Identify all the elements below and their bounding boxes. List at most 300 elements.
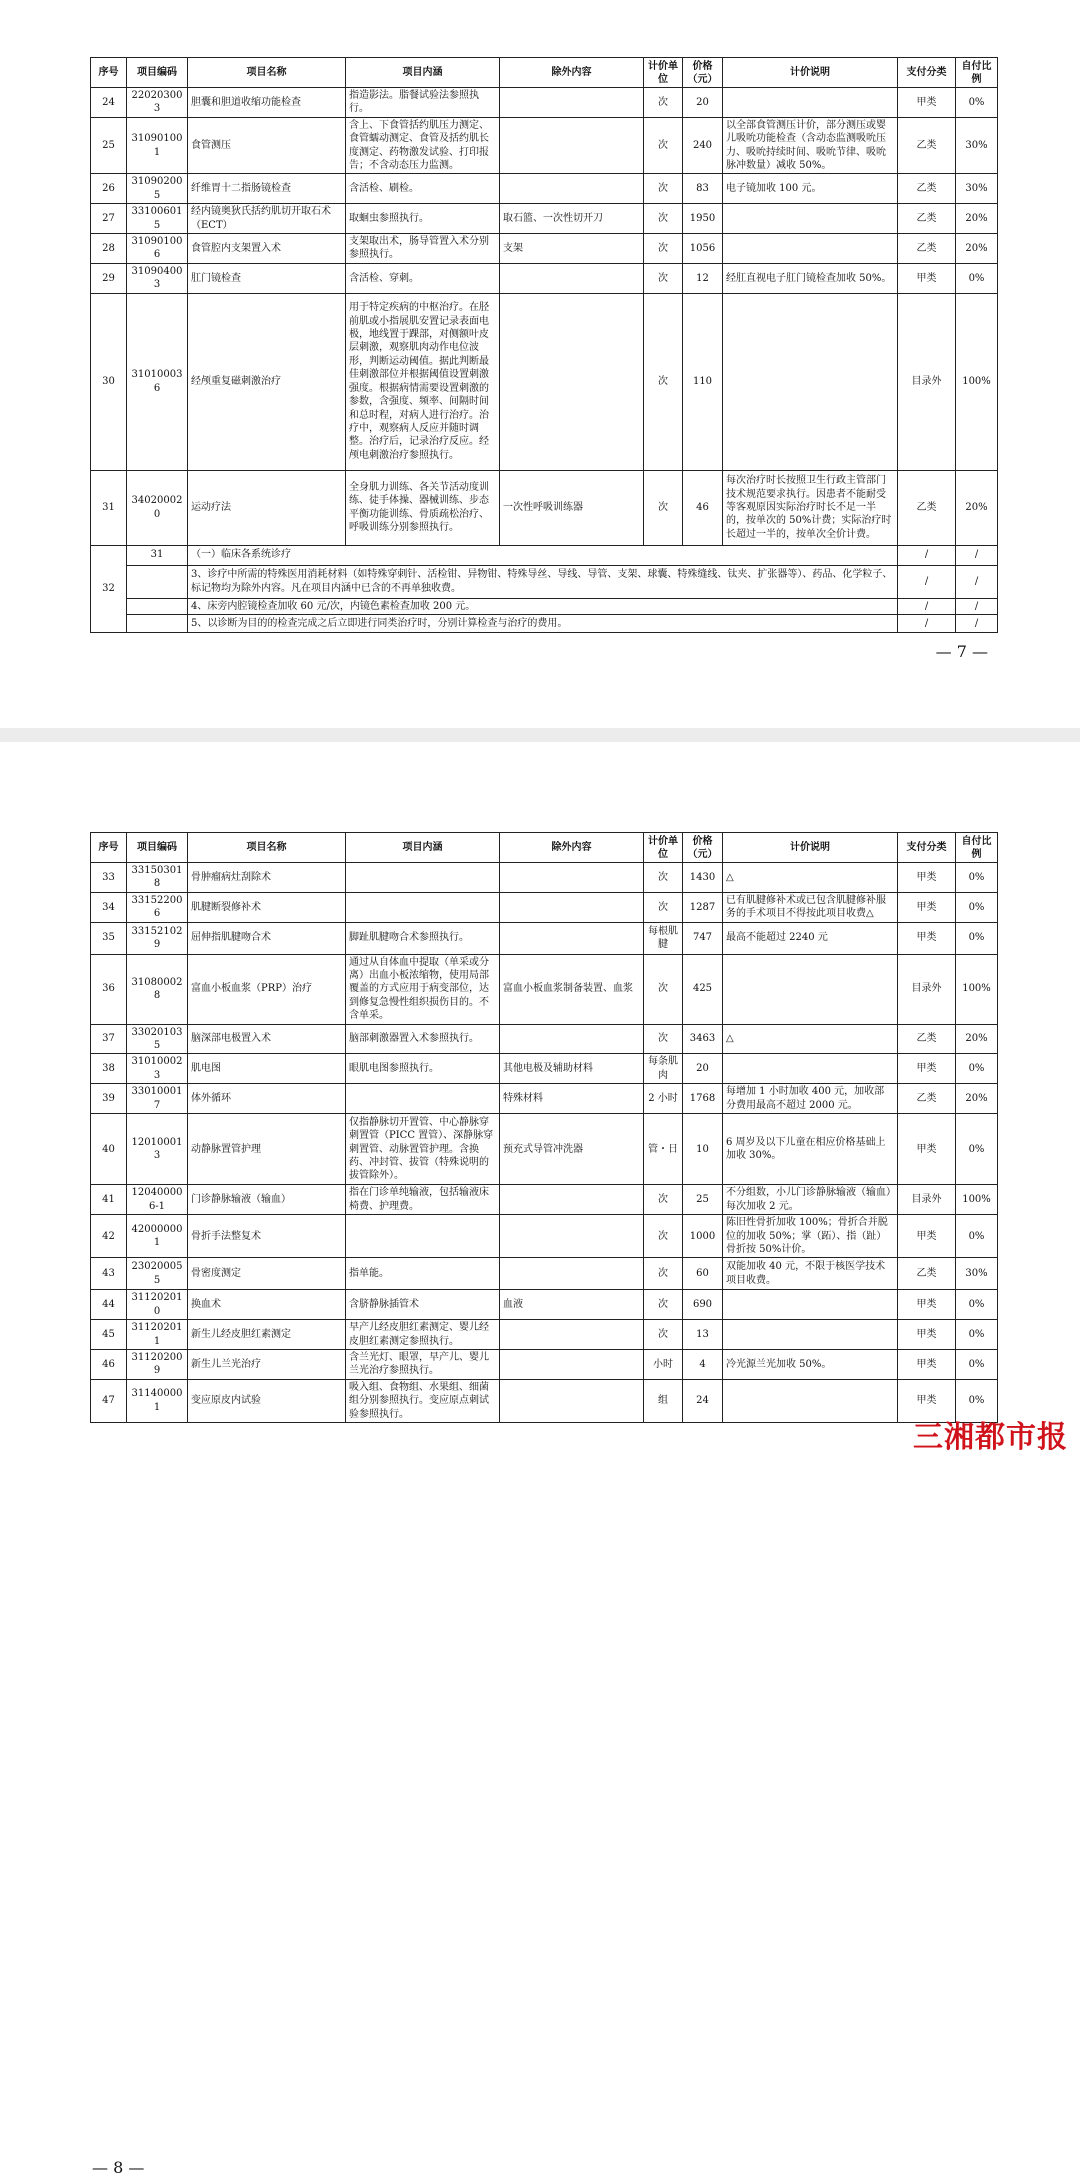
pricing-note (723, 88, 898, 118)
price: 20 (683, 88, 723, 118)
item-name: 食管测压 (188, 117, 346, 174)
group-item-row (91, 615, 998, 633)
item-content (346, 1084, 500, 1114)
excluded-content (500, 1349, 644, 1379)
pricing-note (723, 954, 898, 1024)
self-pay-ratio: 30% (956, 174, 998, 204)
excluded-content (500, 1258, 644, 1290)
item-content: 眼肌电图参照执行。 (346, 1054, 500, 1084)
price: 20 (683, 1054, 723, 1084)
table-row (91, 892, 998, 922)
group-item-text: 5、以诊断为目的的检查完成之后立即进行同类治疗时，分别计算检查与治疗的费用。 (188, 615, 898, 633)
pricing-unit: 次 (644, 234, 683, 264)
pricing-unit: 次 (644, 470, 683, 545)
page-number: — 7 — (935, 642, 988, 661)
pricing-unit: 2 小时 (644, 1084, 683, 1114)
excluded-content (500, 1185, 644, 1215)
price: 25 (683, 1185, 723, 1215)
excluded-content: 富血小板血浆制备装置、血浆 (500, 954, 644, 1024)
price: 1056 (683, 234, 723, 264)
item-content (346, 892, 500, 922)
price: 46 (683, 470, 723, 545)
self-pay-ratio: 20% (956, 204, 998, 234)
payment-category: 甲类 (898, 263, 956, 293)
item-content: 吸入组、食物组、水果组、细菌组分别参照执行。变应原点刺试验参照执行。 (346, 1379, 500, 1422)
payment-category: 乙类 (898, 1258, 956, 1290)
self-pay-ratio: 0% (956, 88, 998, 118)
payment-category: 乙类 (898, 234, 956, 264)
item-name: 富血小板血浆（PRP）治疗 (188, 954, 346, 1024)
row-number: 45 (91, 1320, 127, 1350)
row-number: 29 (91, 263, 127, 293)
header-cell: 除外内容 (500, 833, 644, 863)
self-pay-ratio: 0% (956, 1290, 998, 1320)
payment-category: 甲类 (898, 1290, 956, 1320)
pricing-note (723, 234, 898, 264)
self-pay-ratio: 100% (956, 954, 998, 1024)
excluded-content (500, 892, 644, 922)
item-content: 早产儿经皮胆红素测定、婴儿经皮胆红素测定参照执行。 (346, 1320, 500, 1350)
header-cell: 序号 (91, 833, 127, 863)
item-name: 脑深部电极置入术 (188, 1024, 346, 1054)
pricing-unit: 组 (644, 1379, 683, 1422)
excluded-content (500, 174, 644, 204)
header-cell: 支付分类 (898, 833, 956, 863)
item-code: 340200020 (127, 470, 188, 545)
payment-category: 甲类 (898, 1114, 956, 1185)
table-row (91, 1114, 998, 1185)
self-pay-ratio: 0% (956, 922, 998, 954)
table-row (91, 1084, 998, 1114)
header-cell: 项目名称 (188, 58, 346, 88)
item-content: 含兰光灯、眼罩，早产儿、婴儿兰光治疗参照执行。 (346, 1349, 500, 1379)
pricing-unit: 次 (644, 1290, 683, 1320)
price-table-page-8 (90, 832, 998, 1423)
pricing-note (723, 1320, 898, 1350)
pricing-note (723, 204, 898, 234)
row-number: 25 (91, 117, 127, 174)
item-content: 通过从自体血中提取（单采或分离）出血小板浓缩物，使用局部覆盖的方式应用于病变部位，达到修复急慢性组织损伤目的。不含单采。 (346, 954, 500, 1024)
newspaper-logo: 三湘都市报 (913, 1420, 1068, 1455)
table-row (91, 234, 998, 264)
header-cell: 除外内容 (500, 58, 644, 88)
item-code: 310901006 (127, 234, 188, 264)
table-row (91, 293, 998, 470)
pricing-unit: 次 (644, 1024, 683, 1054)
pricing-unit: 次 (644, 88, 683, 118)
header-cell: 序号 (91, 58, 127, 88)
pricing-unit: 次 (644, 117, 683, 174)
item-content: 仅指静脉切开置管、中心静脉穿刺置管（PICC 置管）、深静脉穿刺置管、动脉置管护理。含换药、冲封管、拔管（特殊说明的拔管除外）。 (346, 1114, 500, 1185)
slash-mark: / (956, 615, 998, 633)
item-name: 动静脉置管护理 (188, 1114, 346, 1185)
payment-category: 甲类 (898, 863, 956, 893)
pricing-note: 以全部食管测压计价，部分测压或婴儿吸吮功能检查（含动态监测吸吮压力、吸吮持续时间、吸吮节律、吸吮脉冲数量）减收 50%。 (723, 117, 898, 174)
item-name: 变应原皮内试验 (188, 1379, 346, 1422)
item-name: 纤维胃十二指肠镜检查 (188, 174, 346, 204)
pricing-note: △ (723, 1024, 898, 1054)
pricing-note: 陈旧性骨折加收 100%；骨折合并脱位的加收 50%；掌（跖）、指（趾）骨折按 50%计价。 (723, 1215, 898, 1258)
excluded-content: 预充式导管冲洗器 (500, 1114, 644, 1185)
excluded-content (500, 293, 644, 470)
pricing-note (723, 293, 898, 470)
sub-number: 31 (127, 545, 188, 565)
table-row (91, 954, 998, 1024)
row-number: 38 (91, 1054, 127, 1084)
table-row (91, 1258, 998, 1290)
group-title: （一）临床各系统诊疗 (188, 545, 898, 565)
table-row (91, 1215, 998, 1258)
price: 1430 (683, 863, 723, 893)
table-row (91, 174, 998, 204)
excluded-content: 一次性呼吸训练器 (500, 470, 644, 545)
pricing-unit: 每根肌腱 (644, 922, 683, 954)
slash-mark: / (956, 565, 998, 598)
item-content: 脑部刺激器置入术参照执行。 (346, 1024, 500, 1054)
pricing-note (723, 1290, 898, 1320)
pricing-unit: 管・日 (644, 1114, 683, 1185)
header-cell: 项目内涵 (346, 58, 500, 88)
price: 13 (683, 1320, 723, 1350)
table-row (91, 1320, 998, 1350)
item-name: 新生儿兰光治疗 (188, 1349, 346, 1379)
row-number: 30 (91, 293, 127, 470)
item-content: 支架取出术，肠导管置入术分别参照执行。 (346, 234, 500, 264)
row-number: 44 (91, 1290, 127, 1320)
price: 110 (683, 293, 723, 470)
pricing-note: 每次治疗时长按照卫生行政主管部门技术规范要求执行。因患者不能耐受等客观原因实际治疗时长不足一半的，按单次的 50%计费；实际治疗时长超过一半的，按单次全价计费。 (723, 470, 898, 545)
row-number: 43 (91, 1258, 127, 1290)
item-name: 肌腱断裂修补术 (188, 892, 346, 922)
item-name: 骨肿瘤病灶刮除术 (188, 863, 346, 893)
excluded-content (500, 263, 644, 293)
item-name: 肌电图 (188, 1054, 346, 1084)
excluded-content (500, 88, 644, 118)
item-code: 420000001 (127, 1215, 188, 1258)
excluded-content (500, 863, 644, 893)
row-number: 47 (91, 1379, 127, 1422)
item-code: 311202010 (127, 1290, 188, 1320)
self-pay-ratio: 100% (956, 293, 998, 470)
item-name: 经内镜奥狄氏括约肌切开取石术（ECT） (188, 204, 346, 234)
item-code: 310901001 (127, 117, 188, 174)
payment-category: 目录外 (898, 293, 956, 470)
slash-mark: / (956, 545, 998, 565)
self-pay-ratio: 0% (956, 892, 998, 922)
table-row (91, 117, 998, 174)
header-cell: 项目名称 (188, 833, 346, 863)
table-row (91, 204, 998, 234)
row-number: 36 (91, 954, 127, 1024)
header-cell: 计价单位 (644, 833, 683, 863)
header-cell: 计价说明 (723, 58, 898, 88)
price: 1768 (683, 1084, 723, 1114)
pricing-unit: 次 (644, 293, 683, 470)
excluded-content: 支架 (500, 234, 644, 264)
row-number: 34 (91, 892, 127, 922)
pricing-note (723, 1054, 898, 1084)
item-content: 指在门诊单纯输液，包括输液床椅费、护理费。 (346, 1185, 500, 1215)
page-number: — 8 — (92, 2158, 145, 2177)
pricing-note: 最高不能超过 2240 元 (723, 922, 898, 954)
pricing-unit: 次 (644, 174, 683, 204)
payment-category: 甲类 (898, 892, 956, 922)
self-pay-ratio: 0% (956, 1379, 998, 1422)
row-number: 33 (91, 863, 127, 893)
item-code: 220203003 (127, 88, 188, 118)
pricing-unit: 每条肌肉 (644, 1054, 683, 1084)
payment-category: 乙类 (898, 204, 956, 234)
item-content: 指单能。 (346, 1258, 500, 1290)
item-name: 新生儿经皮胆红素测定 (188, 1320, 346, 1350)
slash-mark: / (898, 598, 956, 614)
price: 83 (683, 174, 723, 204)
self-pay-ratio: 20% (956, 1024, 998, 1054)
excluded-content (500, 1379, 644, 1422)
item-content: 用于特定疾病的中枢治疗。在胫前肌或小指展肌安置记录表面电极，地线置于踝部，对侧额叶皮层刺激，观察肌肉动作电位波形，判断运动阈值。据此判断最佳刺激部位并根据阈值设置刺激强度。根据病情需要设置刺激的参数，含强度、频率、间隔时间和总时程，对病人进行治疗。治疗中，观察病人反应并随时调整。治疗后，记录治疗反应。经颅电刺激治疗参照执行。 (346, 293, 500, 470)
header-cell: 计价说明 (723, 833, 898, 863)
item-code: 310904003 (127, 263, 188, 293)
item-code: 120400006-1 (127, 1185, 188, 1215)
item-code: 331521029 (127, 922, 188, 954)
item-content (346, 1215, 500, 1258)
self-pay-ratio: 20% (956, 470, 998, 545)
price: 60 (683, 1258, 723, 1290)
item-content: 脚趾肌腱吻合术参照执行。 (346, 922, 500, 954)
payment-category: 乙类 (898, 470, 956, 545)
header-cell: 自付比例 (956, 58, 998, 88)
row-number: 31 (91, 470, 127, 545)
empty-cell (127, 565, 188, 598)
payment-category: 乙类 (898, 174, 956, 204)
table-row (91, 263, 998, 293)
pricing-note: 电子镜加收 100 元。 (723, 174, 898, 204)
row-number: 27 (91, 204, 127, 234)
excluded-content (500, 1215, 644, 1258)
item-content: 全身肌力训练、各关节活动度训练、徒手体操、器械训练、步态平衡功能训练、骨质疏松治疗、呼吸训练分别参照执行。 (346, 470, 500, 545)
self-pay-ratio: 0% (956, 263, 998, 293)
pricing-unit: 小时 (644, 1349, 683, 1379)
excluded-content (500, 1024, 644, 1054)
pricing-note: 不分组数，小儿门诊静脉输液（输血）每次加收 2 元。 (723, 1185, 898, 1215)
payment-category: 乙类 (898, 1024, 956, 1054)
self-pay-ratio: 30% (956, 117, 998, 174)
self-pay-ratio: 20% (956, 234, 998, 264)
pricing-unit: 次 (644, 954, 683, 1024)
table-row (91, 922, 998, 954)
item-name: 骨密度测定 (188, 1258, 346, 1290)
row-number: 46 (91, 1349, 127, 1379)
slash-mark: / (898, 545, 956, 565)
self-pay-ratio: 30% (956, 1258, 998, 1290)
pricing-unit: 次 (644, 263, 683, 293)
self-pay-ratio: 0% (956, 1349, 998, 1379)
table-row (91, 1024, 998, 1054)
item-name: 经颅重复磁刺激治疗 (188, 293, 346, 470)
pricing-note: △ (723, 863, 898, 893)
excluded-content: 取石篮、一次性切开刀 (500, 204, 644, 234)
price: 1287 (683, 892, 723, 922)
group-item-text: 3、诊疗中所需的特殊医用消耗材料（如特殊穿刺针、活检钳、异物钳、特殊导丝、导线、导管、支架、球囊、特殊缝线、钛夹、扩张器等）、药品、化学粒子、标记物均为除外内容。凡在项目内涵中已含的不再单独收费。 (188, 565, 898, 598)
price: 3463 (683, 1024, 723, 1054)
slash-mark: / (898, 615, 956, 633)
item-code: 310800028 (127, 954, 188, 1024)
document-page-7 (0, 0, 1080, 728)
header-cell: 项目编码 (127, 58, 188, 88)
table-row (91, 863, 998, 893)
item-code: 331006015 (127, 204, 188, 234)
table-header-row (91, 833, 998, 863)
group-item-text: 4、床旁内腔镜检查加收 60 元/次，内镜色素检查加收 200 元。 (188, 598, 898, 614)
header-cell: 项目编码 (127, 833, 188, 863)
item-name: 胆囊和胆道收缩功能检查 (188, 88, 346, 118)
self-pay-ratio: 20% (956, 1084, 998, 1114)
self-pay-ratio: 100% (956, 1185, 998, 1215)
item-code: 311400001 (127, 1379, 188, 1422)
price: 1950 (683, 204, 723, 234)
item-name: 门诊静脉输液（输血） (188, 1185, 346, 1215)
row-number: 26 (91, 174, 127, 204)
item-name: 运动疗法 (188, 470, 346, 545)
item-code: 311202009 (127, 1349, 188, 1379)
header-cell: 价格（元） (683, 58, 723, 88)
table-row (91, 470, 998, 545)
item-content: 指造影法。脂餐试验法参照执行。 (346, 88, 500, 118)
empty-cell (127, 598, 188, 614)
document-page-8 (0, 742, 1080, 2177)
item-code: 230200055 (127, 1258, 188, 1290)
pricing-note: 已有肌腱修补术或已包含肌腱修补服务的手术项目不得按此项目收费△ (723, 892, 898, 922)
item-code: 331522006 (127, 892, 188, 922)
row-number: 41 (91, 1185, 127, 1215)
pricing-unit: 次 (644, 863, 683, 893)
item-name: 骨折手法整复术 (188, 1215, 346, 1258)
price: 24 (683, 1379, 723, 1422)
payment-category: 甲类 (898, 1349, 956, 1379)
payment-category: 甲类 (898, 1320, 956, 1350)
item-content: 含上、下食管括约肌压力测定、食管蠕动测定、食管及括约肌长度测定、药物激发试验、打印报告；不含动态压力监测。 (346, 117, 500, 174)
price: 690 (683, 1290, 723, 1320)
item-code: 331503018 (127, 863, 188, 893)
item-code: 310902005 (127, 174, 188, 204)
payment-category: 甲类 (898, 1379, 956, 1422)
item-name: 换血术 (188, 1290, 346, 1320)
group-item-row (91, 565, 998, 598)
pricing-note: 双能加收 40 元，不限于核医学技术项目收费。 (723, 1258, 898, 1290)
payment-category: 甲类 (898, 922, 956, 954)
item-name: 食管腔内支架置入术 (188, 234, 346, 264)
row-number: 42 (91, 1215, 127, 1258)
payment-category: 目录外 (898, 954, 956, 1024)
self-pay-ratio: 0% (956, 1054, 998, 1084)
header-cell: 支付分类 (898, 58, 956, 88)
pricing-unit: 次 (644, 1258, 683, 1290)
row-number: 32 (91, 545, 127, 632)
table-row (91, 1379, 998, 1422)
price-table-page-7 (90, 57, 998, 633)
item-content: 含活检、穿刺。 (346, 263, 500, 293)
row-number: 35 (91, 922, 127, 954)
payment-category: 乙类 (898, 1084, 956, 1114)
pricing-unit: 次 (644, 1320, 683, 1350)
item-name: 屈伸指肌腱吻合术 (188, 922, 346, 954)
payment-category: 甲类 (898, 88, 956, 118)
table-header-row (91, 58, 998, 88)
self-pay-ratio: 0% (956, 1215, 998, 1258)
pricing-unit: 次 (644, 892, 683, 922)
price: 425 (683, 954, 723, 1024)
price: 1000 (683, 1215, 723, 1258)
excluded-content: 血液 (500, 1290, 644, 1320)
self-pay-ratio: 0% (956, 1320, 998, 1350)
slash-mark: / (898, 565, 956, 598)
item-name: 体外循环 (188, 1084, 346, 1114)
row-number: 37 (91, 1024, 127, 1054)
item-code: 311202011 (127, 1320, 188, 1350)
table-row (91, 1054, 998, 1084)
self-pay-ratio: 0% (956, 863, 998, 893)
item-content (346, 863, 500, 893)
item-code: 330100017 (127, 1084, 188, 1114)
excluded-content (500, 922, 644, 954)
pricing-note: 经肛直视电子肛门镜检查加收 50%。 (723, 263, 898, 293)
pricing-note (723, 1379, 898, 1422)
row-number: 24 (91, 88, 127, 118)
pricing-note: 每增加 1 小时加收 400 元，加收部分费用最高不超过 2000 元。 (723, 1084, 898, 1114)
page-separator (0, 728, 1080, 742)
header-cell: 项目内涵 (346, 833, 500, 863)
excluded-content (500, 117, 644, 174)
payment-category: 甲类 (898, 1054, 956, 1084)
item-name: 肛门镜检查 (188, 263, 346, 293)
header-cell: 计价单位 (644, 58, 683, 88)
row-number: 39 (91, 1084, 127, 1114)
payment-category: 目录外 (898, 1185, 956, 1215)
pricing-unit: 次 (644, 204, 683, 234)
pricing-unit: 次 (644, 1185, 683, 1215)
excluded-content: 特殊材料 (500, 1084, 644, 1114)
group-item-row (91, 598, 998, 614)
excluded-content: 其他电极及辅助材料 (500, 1054, 644, 1084)
price: 10 (683, 1114, 723, 1185)
item-code: 310100023 (127, 1054, 188, 1084)
slash-mark: / (956, 598, 998, 614)
table-row (91, 1290, 998, 1320)
payment-category: 乙类 (898, 117, 956, 174)
table-row (91, 88, 998, 118)
header-cell: 自付比例 (956, 833, 998, 863)
item-code: 120100013 (127, 1114, 188, 1185)
table-row (91, 1185, 998, 1215)
item-code: 310100036 (127, 293, 188, 470)
price: 4 (683, 1349, 723, 1379)
row-number: 28 (91, 234, 127, 264)
price: 747 (683, 922, 723, 954)
header-cell: 价格（元） (683, 833, 723, 863)
group-title-row (91, 545, 998, 565)
item-content: 含活检、刷检。 (346, 174, 500, 204)
payment-category: 甲类 (898, 1215, 956, 1258)
pricing-note: 6 周岁及以下儿童在相应价格基础上加收 30%。 (723, 1114, 898, 1185)
row-number: 40 (91, 1114, 127, 1185)
table-row (91, 1349, 998, 1379)
self-pay-ratio: 0% (956, 1114, 998, 1185)
item-code: 330201035 (127, 1024, 188, 1054)
item-content: 含脐静脉插管术 (346, 1290, 500, 1320)
excluded-content (500, 1320, 644, 1350)
price: 240 (683, 117, 723, 174)
empty-cell (127, 615, 188, 633)
